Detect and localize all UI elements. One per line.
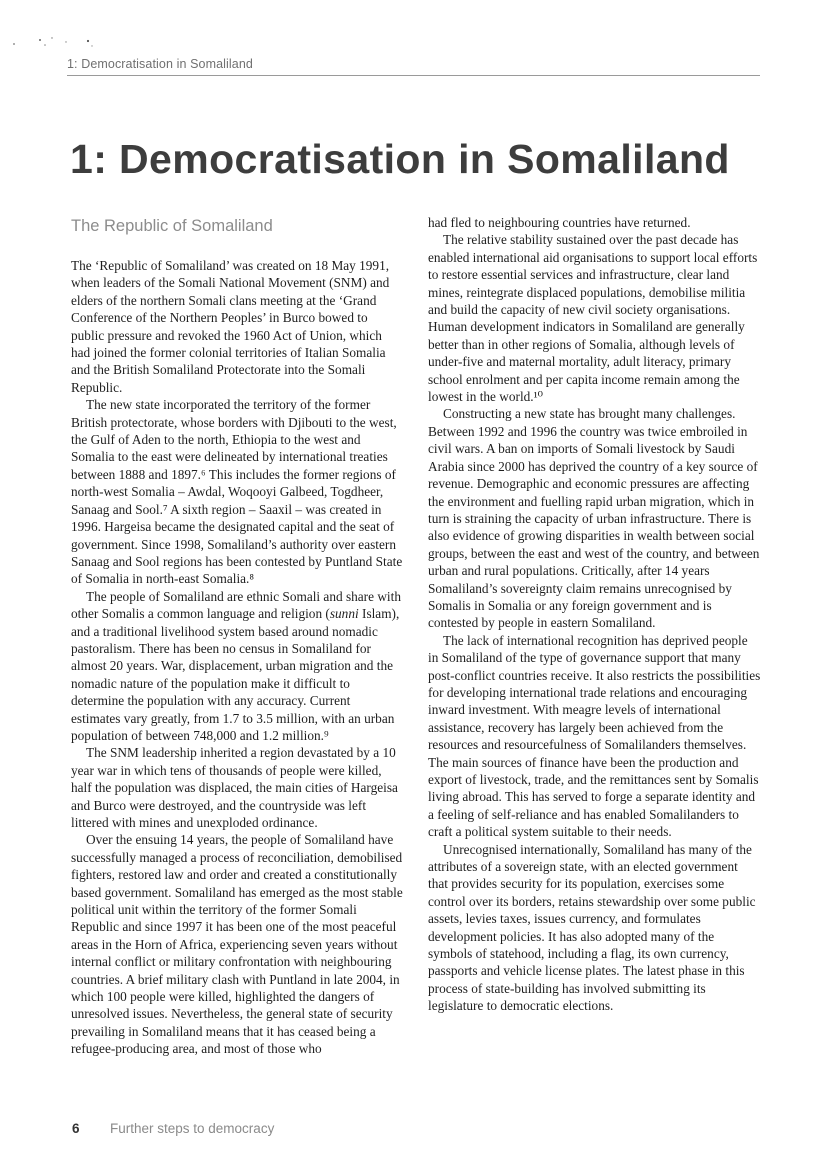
paragraph: The new state incorporated the territory of the former British protectorate, whose borders with Djibouti to the west, the Gulf of Aden to the north, Ethiopia to the west and Somalia to the east were delineated by international treaties between 1888 and 1897.⁶ This includes the former regions of north-west Somalia – Awdal, Woqooyi Galbeed, Togdheer, Sanaag and Sool.⁷ A sixth region – Saaxil – was created in 1996. Hargeisa became the designated capital and the seat of government. Since 1998, Somaliland’s authority over eastern Sanaag and Sool regions has been contested by Puntland State of Somalia in north-east Somalia.⁸ [71,397,403,587]
scan-specks [10,32,100,54]
running-head-text: 1: Democratisation in Somaliland [67,57,259,71]
running-head [67,57,760,76]
section-heading: The Republic of Somaliland [71,217,273,235]
page-number: 6 [72,1121,80,1136]
page-footer [72,1121,274,1136]
paragraph-text: The people of Somaliland are ethnic Somali and share with other Somalis a common language and religion ( [71,588,401,622]
right-column [428,214,761,1015]
paragraph: The ‘Republic of Somaliland’ was created on 18 May 1991, when leaders of the Somali National Movement (SNM) and elders of the northern Somali clans meeting at the ‘Grand Conference of the Northern Peoples’ in Burco bowed to public pressure and revoked the 1960 Act of Union, which had joined the former colonial territories of Italian Somalia and the British Somaliland Protectorate into the Somali Republic. [71,258,390,395]
paragraph-text: Islam), and a traditional livelihood system based around nomadic pastoralism. There has been no census in Somaliland for almost 20 years. War, displacement, urban migration and the nomadic nature of the population make it difficult to determine the population with any accuracy. Current estimates vary greatly, from 1.7 to 3.5 million, with an urban population of between 748,000 and 1.2 million.⁹ [71,606,400,743]
paragraph [71,588,403,745]
publication-title: Further steps to democracy [110,1121,275,1136]
chapter-title: 1: Democratisation in Somaliland [70,136,730,182]
paragraph: Over the ensuing 14 years, the people of Somaliland have successfully managed a process of reconciliation, demobilised fighters, restored law and order and created a constitutionally based government. Somaliland has emerged as the most stable political unit within the territory of the former Somali Republic and since 1997 it has been one of the most peaceful areas in the Horn of Africa, experiencing seven years without internal conflict or military confrontation with neighbouring countries. A brief military clash with Puntland in late 2004, in which 100 people were killed, highlighted the dangers of unresolved issues. Nevertheless, the general state of security prevailing in Somaliland means that it has ceased being a refugee-producing area, and most of those who [71,832,403,1057]
paragraph: The relative stability sustained over the past decade has enabled international aid organisations to support local efforts to restore essential services and infrastructure, clear land mines, reintegrate displaced populations, demobilise militia and build the capacity of new civil society organisations. Human development indicators in Somaliland are generally better than in other regions of Somalia, although levels of under-five and maternal mortality, adult literacy, primary school enrolment and per capita income remain among the lowest in the world.¹⁰ [428,232,758,405]
paragraph: Constructing a new state has brought many challenges. Between 1992 and 1996 the country was twice embroiled in civil wars. A ban on imports of Somali livestock by Saudi Arabia since 2000 has deprived the country of a key source of revenue. Demographic and economic pressures are affecting the environment and fuelling rapid urban migration, which in turn is straining the capacity of urban infrastructure. There is also evidence of growing disparities in wealth between social groups, between the east and west of the country, and between urban and rural populations. Critically, after 14 years Somaliland’s sovereignty claim remains unrecognised by Somalis in Somalia or any foreign government and is contested by people in eastern Somaliland. [428,406,760,631]
paragraph: Unrecognised internationally, Somaliland has many of the attributes of a sovereign state, with an elected government that provides security for its population, exercises some control over its borders, retains stewardship over some public assets, levies taxes, issues currency, and formulates development policies. It has also adopted many of the symbols of statehood, including a flag, its own currency, passports and vehicle license plates. The latest phase in this process of state-building has involved submitting its legislature to democratic elections. [428,841,756,1014]
paragraph: had fled to neighbouring countries have returned. [428,215,691,230]
paragraph: The lack of international recognition has deprived people in Somaliland of the type of governance support that many post-conflict countries receive. It also restricts the possibilities for developing international trade relations and encouraging inward investment. With meagre levels of international assistance, recovery has largely been achieved from the resources and resourcefulness of Somalilanders themselves. The main sources of finance have been the production and export of livestock, trade, and the remittances sent by Somalis living abroad. This has served to forge a separate identity and a feeling of self-reliance and has enabled Somalilanders to craft a political system suitable to their needs. [428,632,761,840]
paragraph: The SNM leadership inherited a region devastated by a 10 year war in which tens of thousands of people were killed, half the population was displaced, the main cities of Hargeisa and Burco were destroyed, and the countryside was left littered with mines and unexploded ordinance. [71,745,398,830]
left-column [71,214,403,1058]
italic-term: sunni [329,606,359,622]
